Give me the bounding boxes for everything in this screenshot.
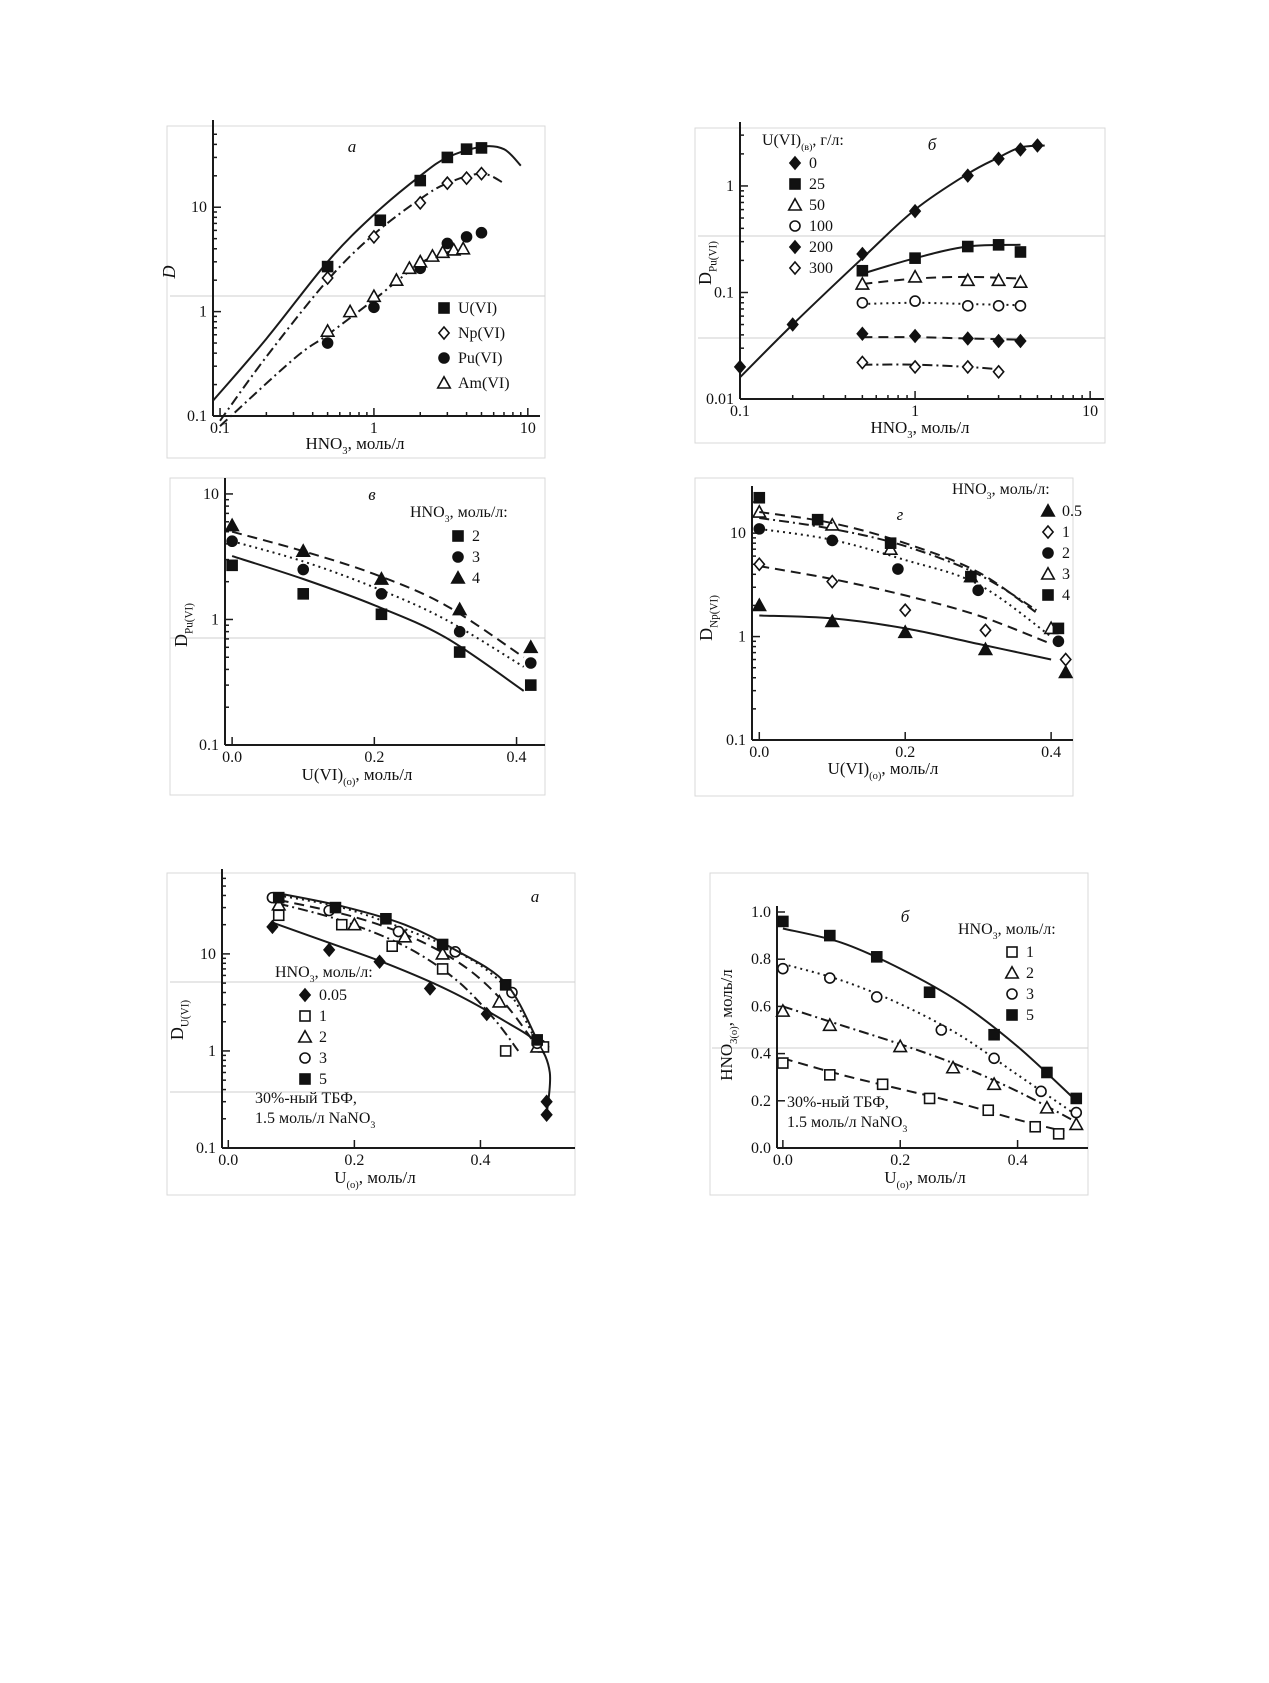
data-point-4 [966, 572, 976, 582]
data-point-3 [825, 973, 835, 983]
data-point-3 [989, 1053, 999, 1063]
data-point-5 [778, 916, 788, 926]
legend-label-0.05: 0.05 [319, 987, 347, 1004]
data-point-Np(VI) [369, 231, 379, 243]
y-tick-label: 0.4 [751, 1045, 771, 1063]
y-axis-label: D [159, 265, 179, 279]
data-point-50 [992, 274, 1005, 285]
data-point-U(VI) [462, 144, 472, 154]
data-point-0 [1015, 143, 1025, 155]
data-point-1 [878, 1079, 888, 1089]
data-point-4 [813, 515, 823, 525]
data-point-1 [980, 624, 990, 636]
legend-marker-300 [790, 262, 800, 274]
data-point-5 [1042, 1067, 1052, 1077]
y-axis-label: $D_{Pu(VI)}$ [171, 603, 196, 647]
x-tick-label: 0.0 [749, 744, 770, 761]
x-tick-label: 0.4 [470, 1152, 491, 1169]
data-point-Pu(VI) [462, 232, 472, 242]
data-point-Np(VI) [323, 272, 333, 284]
data-point-100 [963, 301, 973, 311]
data-point-1 [1061, 654, 1071, 666]
data-point-2 [988, 1078, 1001, 1089]
data-point-0.05 [267, 921, 277, 933]
y-tick-label: 10 [191, 199, 207, 217]
legend-marker-0.5 [1042, 505, 1055, 516]
data-point-25 [963, 242, 973, 252]
legend-marker-4 [452, 572, 465, 583]
data-point-3 [778, 964, 788, 974]
data-point-3 [826, 519, 839, 530]
x-tick-label: 0.1 [210, 420, 231, 437]
data-point-5 [381, 914, 391, 924]
data-point-2 [376, 609, 386, 619]
legend-marker-1 [300, 1011, 310, 1021]
data-point-50 [909, 271, 922, 282]
x-tick-label: 0.2 [344, 1152, 365, 1169]
legend-marker-3 [1042, 568, 1055, 579]
legend-marker-U(VI) [439, 303, 449, 313]
x-axis-label: $HNO_3$, моль/л [305, 434, 405, 458]
legend-label-3: 3 [1062, 566, 1070, 583]
data-point-0 [857, 248, 867, 260]
annotation-line: 30%-ный ТБФ, [255, 1090, 357, 1107]
y-tick-label: 1 [738, 628, 746, 646]
data-point-2 [973, 585, 983, 595]
data-point-4 [226, 519, 239, 530]
legend-label-4: 4 [1062, 587, 1070, 604]
data-point-Np(VI) [476, 168, 486, 180]
data-point-2 [493, 996, 506, 1007]
data-point-0.05 [374, 956, 384, 968]
data-point-300 [857, 357, 867, 369]
data-point-5 [1071, 1093, 1081, 1103]
legend-marker-2 [453, 531, 463, 541]
data-point-1 [825, 1070, 835, 1080]
data-point-2 [455, 647, 465, 657]
data-point-Am(VI) [457, 243, 470, 254]
data-point-1 [925, 1093, 935, 1103]
panel-label: б [900, 907, 910, 926]
data-point-4 [453, 603, 466, 614]
data-point-Np(VI) [415, 197, 425, 209]
y-axis-label: $D_{Np(VI)}$ [696, 595, 721, 641]
data-point-U(VI) [415, 176, 425, 186]
annotation-line: 30%-ный ТБФ, [787, 1094, 889, 1111]
legend-label-100: 100 [809, 218, 833, 235]
data-point-5 [501, 980, 511, 990]
data-point-25 [857, 266, 867, 276]
legend-label-5: 5 [1026, 1007, 1034, 1024]
data-point-25 [910, 253, 920, 263]
panel-label: а [530, 887, 540, 906]
y-tick-label: 10 [200, 945, 216, 963]
data-point-1 [983, 1105, 993, 1115]
data-point-300 [910, 361, 920, 373]
legend-title: $HNO_3$, моль/л: [952, 481, 1050, 502]
x-tick-label: 0.4 [1041, 744, 1062, 761]
legend-label-200: 200 [809, 239, 833, 256]
legend-title: $U(VI)_{(в)}$, г/л: [762, 132, 844, 153]
data-point-50 [962, 274, 975, 285]
series-curve-4 [759, 512, 1036, 613]
data-point-1 [900, 604, 910, 616]
data-point-2 [827, 535, 837, 545]
data-point-Np(VI) [461, 172, 471, 184]
data-point-Np(VI) [442, 177, 452, 189]
data-point-0.05 [542, 1109, 552, 1121]
data-point-200 [993, 335, 1003, 347]
y-tick-label: 1.0 [751, 904, 771, 921]
legend-label-2: 2 [1026, 965, 1034, 982]
data-point-5 [274, 893, 284, 903]
data-point-Am(VI) [390, 274, 403, 285]
data-point-2 [227, 560, 237, 570]
data-point-3 [227, 536, 237, 546]
legend-label-Np(VI): Np(VI) [458, 325, 506, 342]
data-point-3 [872, 992, 882, 1002]
legend-marker-4 [1043, 590, 1053, 600]
y-tick-label: 1 [208, 1042, 216, 1060]
legend-marker-3 [1007, 989, 1017, 999]
panel-frame-1v [170, 478, 545, 795]
legend-marker-50 [789, 199, 802, 210]
data-point-200 [910, 330, 920, 342]
panel-label: б [927, 135, 937, 154]
x-axis-label: $U_{(о)}$, моль/л [884, 1168, 966, 1192]
legend-marker-0.05 [300, 989, 310, 1001]
legend-label-3: 3 [472, 549, 480, 566]
chart-fig1g [696, 481, 1082, 782]
y-tick-label: 0.1 [187, 408, 207, 425]
data-point-0 [735, 361, 745, 373]
data-point-0 [1032, 139, 1042, 151]
panel-label: г [896, 505, 904, 524]
panel-label: а [347, 137, 357, 156]
panel-frame-1b [695, 128, 1105, 443]
data-point-0.05 [542, 1096, 552, 1108]
chart-fig2a [167, 869, 575, 1191]
data-point-100 [1015, 301, 1025, 311]
data-point-1 [387, 941, 397, 951]
y-tick-label: 0.0 [751, 1140, 771, 1157]
y-tick-label: 0.1 [199, 737, 219, 754]
data-point-2 [1070, 1118, 1083, 1129]
legend-label-50: 50 [809, 197, 825, 214]
data-point-2 [1041, 1102, 1054, 1113]
data-point-4 [754, 493, 764, 503]
y-tick-label: 0.01 [706, 391, 734, 408]
legend-label-Pu(VI): Pu(VI) [458, 350, 503, 367]
data-point-5 [872, 952, 882, 962]
data-point-1 [1030, 1122, 1040, 1132]
y-tick-label: 0.1 [196, 1140, 216, 1157]
legend-marker-5 [300, 1074, 310, 1084]
legend-marker-2 [1043, 548, 1053, 558]
x-axis-label: $U(VI)_{(о)}$, моль/л [301, 765, 413, 789]
legend-marker-3 [453, 552, 463, 562]
legend-marker-2 [1006, 967, 1019, 978]
legend-label-0: 0 [809, 155, 817, 172]
data-point-1 [754, 558, 764, 570]
data-point-3 [753, 506, 766, 517]
x-axis-label: $HNO_3$, моль/л [870, 418, 970, 442]
data-point-100 [910, 296, 920, 306]
legend-label-300: 300 [809, 260, 833, 277]
chart-fig1a [159, 120, 540, 457]
data-point-1 [337, 920, 347, 930]
data-point-1 [1054, 1129, 1064, 1139]
data-point-Am(VI) [344, 305, 357, 316]
data-point-3 [376, 589, 386, 599]
legend-label-25: 25 [809, 176, 825, 193]
x-tick-label: 0.2 [890, 1152, 911, 1169]
legend-marker-25 [790, 179, 800, 189]
y-tick-label: 0.1 [714, 284, 734, 302]
legend-label-2: 2 [472, 528, 480, 545]
legend-label-1: 1 [1062, 524, 1070, 541]
legend-marker-Np(VI) [439, 327, 449, 339]
data-point-300 [963, 361, 973, 373]
data-point-5 [330, 903, 340, 913]
data-point-200 [963, 332, 973, 344]
data-point-U(VI) [323, 262, 333, 272]
legend-label-1: 1 [319, 1008, 327, 1025]
legend-label-4: 4 [472, 570, 480, 587]
data-point-100 [994, 301, 1004, 311]
panel-label: в [368, 485, 376, 504]
data-point-3 [1036, 1086, 1046, 1096]
data-point-2 [893, 564, 903, 574]
legend-marker-Pu(VI) [439, 353, 449, 363]
data-point-2 [754, 524, 764, 534]
legend-label-2: 2 [319, 1029, 327, 1046]
data-point-3 [936, 1025, 946, 1035]
y-tick-label: 0.6 [751, 998, 771, 1016]
y-tick-label: 0.1 [726, 732, 746, 749]
data-point-0.05 [324, 944, 334, 956]
y-tick-label: 10 [730, 525, 746, 543]
data-point-0.5 [1059, 666, 1072, 677]
data-point-Pu(VI) [369, 302, 379, 312]
y-axis-label: $HNO_{3(о)}$, моль/л [717, 969, 741, 1081]
data-point-U(VI) [476, 143, 486, 153]
legend-marker-2 [299, 1031, 312, 1042]
x-tick-label: 1 [911, 403, 920, 420]
data-point-4 [886, 538, 896, 548]
legend-title: $HNO_3$, моль/л: [958, 921, 1056, 942]
legend-label-0.5: 0.5 [1062, 503, 1082, 520]
legend-label-1: 1 [1026, 944, 1034, 961]
y-tick-label: 1 [199, 303, 207, 321]
data-point-5 [532, 1035, 542, 1045]
data-point-2 [947, 1062, 960, 1073]
data-point-3 [298, 565, 308, 575]
x-tick-label: 0.0 [772, 1152, 793, 1169]
x-tick-label: 0.4 [506, 749, 527, 766]
legend-title: $HNO_3$, моль/л: [275, 964, 373, 985]
x-tick-label: 0.2 [364, 749, 385, 766]
legend-marker-Am(VI) [438, 377, 451, 388]
data-point-Am(VI) [403, 262, 416, 273]
x-tick-label: 0.1 [730, 403, 750, 420]
data-point-Pu(VI) [476, 228, 486, 238]
y-tick-label: 0.2 [751, 1092, 771, 1110]
y-tick-label: 1 [211, 611, 219, 629]
series-curve-0.05 [272, 923, 550, 1115]
series-curve-300 [862, 365, 998, 370]
x-tick-label: 1 [369, 420, 378, 437]
data-point-1 [274, 910, 284, 920]
data-point-U(VI) [442, 152, 452, 162]
legend-label-3: 3 [319, 1050, 327, 1067]
x-tick-label: 0.4 [1007, 1152, 1028, 1169]
x-tick-label: 0.0 [222, 749, 243, 766]
series-curve-3 [272, 894, 537, 1043]
legend-marker-3 [300, 1053, 310, 1063]
data-point-5 [989, 1030, 999, 1040]
annotation-line: 1.5 моль/л NaNO$_3$ [787, 1114, 908, 1135]
data-point-25 [1015, 247, 1025, 257]
data-point-3 [455, 627, 465, 637]
legend-label-3: 3 [1026, 986, 1034, 1003]
x-tick-label: 10 [519, 420, 536, 437]
data-point-4 [1053, 623, 1063, 633]
y-tick-label: 0.8 [751, 951, 771, 969]
x-tick-label: 0.2 [895, 744, 916, 761]
data-point-3 [394, 927, 404, 937]
legend-label-Am(VI): Am(VI) [458, 375, 510, 392]
legend-marker-1 [1043, 526, 1053, 538]
legend-marker-100 [790, 221, 800, 231]
data-point-1 [501, 1046, 511, 1056]
series-curve-Am(VI) [220, 249, 463, 426]
x-axis-label: $U(VI)_{(о)}$, моль/л [827, 759, 939, 783]
legend-label-2: 2 [1062, 545, 1070, 562]
data-point-1 [778, 1058, 788, 1068]
data-point-U(VI) [375, 215, 385, 225]
legend-marker-1 [1007, 947, 1017, 957]
legend-label-5: 5 [319, 1071, 327, 1088]
x-tick-label: 10 [1082, 403, 1099, 420]
data-point-2 [298, 589, 308, 599]
x-axis-label: $U_{(о)}$, моль/л [334, 1168, 416, 1192]
y-tick-label: 1 [726, 177, 734, 195]
data-point-1 [438, 964, 448, 974]
data-point-5 [825, 931, 835, 941]
chart-fig1v [171, 478, 545, 788]
legend-marker-0 [790, 157, 800, 169]
x-tick-label: 0.0 [218, 1152, 239, 1169]
legend-marker-200 [790, 241, 800, 253]
data-point-300 [993, 366, 1003, 378]
data-point-5 [925, 987, 935, 997]
data-point-3 [1071, 1108, 1081, 1118]
legend-marker-5 [1007, 1010, 1017, 1020]
data-point-25 [994, 240, 1004, 250]
data-point-Pu(VI) [323, 338, 333, 348]
data-point-4 [525, 641, 538, 652]
data-point-100 [857, 298, 867, 308]
legend-title: $HNO_3$, моль/л: [410, 504, 508, 525]
y-tick-label: 10 [203, 485, 219, 503]
data-point-3 [526, 658, 536, 668]
data-point-5 [438, 939, 448, 949]
data-point-0.5 [826, 615, 839, 626]
data-point-2 [526, 680, 536, 690]
legend-label-U(VI): U(VI) [458, 300, 498, 317]
data-point-200 [1015, 335, 1025, 347]
y-axis-label: $D_{U(VI)}$ [167, 999, 192, 1041]
y-axis-label: $D_{Pu(VI)}$ [695, 241, 720, 285]
data-point-2 [1053, 636, 1063, 646]
chart-fig1b [695, 122, 1104, 441]
annotation-line: 1.5 моль/л NaNO$_3$ [255, 1110, 376, 1131]
